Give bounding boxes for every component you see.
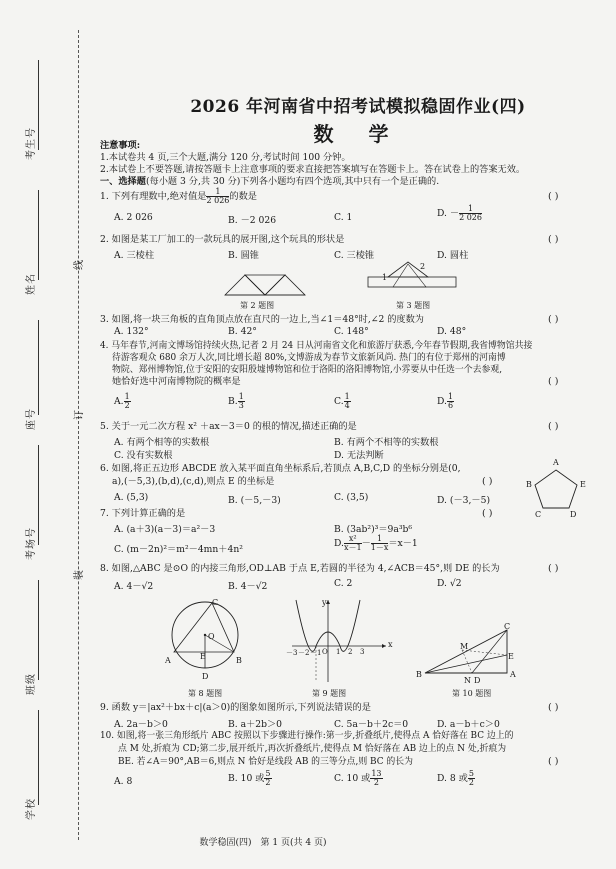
q1-d-num: 1 — [459, 205, 482, 214]
q4-c-frac — [344, 393, 351, 410]
q7-d-prefix: D. — [334, 538, 344, 549]
label-class: 班级 — [26, 673, 37, 695]
q4-b-den: 3 — [238, 401, 244, 410]
q10-d-num: 5 — [468, 769, 474, 778]
q4-a-frac — [124, 393, 131, 410]
q9-option-b: B. a＋2b＞0 — [228, 719, 283, 730]
q1-frac-num: 1 — [206, 188, 229, 197]
q5-option-b: B. 有两个不相等的实数根 — [334, 437, 439, 448]
q4-a-num: 1 — [124, 392, 130, 401]
figure-10-caption: 第 10 题图 — [452, 689, 492, 698]
q9-option-d: D. a－b＋c＞0 — [437, 719, 500, 730]
q1-d-den: 2 026 — [459, 213, 482, 222]
name-line — [38, 190, 39, 280]
fig8-label-a: A — [165, 656, 171, 665]
q4-option-c — [334, 393, 351, 411]
figure-3-angle-1: 1 — [382, 273, 388, 282]
q9-option-c: C. 5a－b＋2c＝0 — [334, 719, 409, 730]
q3-option-a: A. 132° — [114, 326, 149, 337]
q4-option-a — [114, 393, 131, 411]
q1-answer-paren: ( ) — [548, 191, 559, 202]
q10-d-prefix: D. 8 或 — [437, 773, 468, 784]
q7-stem: 7. 下列计算正确的是 — [100, 508, 186, 519]
q7-d-post: ＝x－1 — [388, 538, 418, 549]
q6-line-1: 6. 如图,将正五边形 ABCDE 放入某平面直角坐标系后,若顶点 A,B,C,D 的坐标分别是(0, — [100, 463, 461, 474]
q7-d-frac-2 — [371, 535, 389, 552]
fig9-tick-neg1: －1 — [310, 649, 322, 657]
label-name: 姓名 — [26, 273, 37, 295]
section1-header — [100, 176, 439, 188]
q6-option-c: C. (3,5) — [334, 492, 369, 503]
school-line — [38, 710, 39, 805]
page-footer: 数学稳固(四) 第 1 页(共 4 页) — [199, 838, 327, 848]
pentagon-label-d: D — [570, 510, 577, 519]
q7-d-n1: x² — [344, 535, 362, 544]
fig9-tick-2: 2 — [348, 648, 353, 656]
exam-title: 2026 年河南省中招考试模拟稳固作业(四) — [190, 97, 526, 117]
pentagon-label-b: B — [526, 480, 532, 489]
q1-option-a: A. 2 026 — [114, 212, 153, 223]
q10-d-den: 2 — [468, 778, 474, 787]
q6-answer-paren: ( ) — [482, 476, 493, 487]
figure-9-graph — [290, 598, 390, 684]
q10-c-prefix: C. 10 或 — [334, 773, 371, 784]
pentagon-label-a: A — [553, 458, 559, 467]
fig9-label-x: x — [388, 640, 393, 649]
candidate-number-line — [38, 60, 39, 150]
q10-c-num: 13 — [371, 769, 382, 778]
q4-b-frac — [238, 393, 245, 410]
fig9-tick-1: 1 — [336, 648, 341, 656]
q4-b-prefix: B. — [228, 396, 238, 407]
q10-answer-paren: ( ) — [548, 756, 559, 767]
q7-option-d — [334, 535, 418, 553]
fig10-label-b: B — [416, 670, 422, 679]
fig9-tick-neg3: －3 — [286, 649, 298, 657]
q4-line-3: 物院、郑州博物馆,位于安阳的安阳殷墟博物馆和位于洛阳的洛阳博物馆,小雰要从中任选一个去参观, — [112, 365, 503, 375]
fig9-tick-neg2: －2 — [298, 649, 310, 657]
notice-item-2: 2.本试卷上不要答题,请按答题卡上注意事项的要求直接把答案填写在答题卡上。答在试卷上的答案无效。 — [100, 164, 526, 175]
figure-3-angle-2: 2 — [420, 262, 426, 271]
q3-option-d: D. 48° — [437, 326, 467, 337]
q10-line-1: 10. 如图,将一张三角形纸片 ABC 按照以下步骤进行操作:第一步,折叠纸片,使得点 A 恰好落在 BC 边上的 — [100, 731, 514, 741]
q7-option-a: A. (a＋3)(a－3)＝a²－3 — [114, 524, 216, 535]
q4-d-num: 1 — [447, 392, 454, 401]
fig10-label-n: N — [464, 676, 471, 685]
figure-8-circle — [170, 600, 242, 680]
q10-line-3: BE. 若∠A＝90°,AB＝6,则点 N 恰好是线段 AB 的三等分点,则 BC 的长为 — [118, 757, 413, 767]
q10-c-den: 2 — [373, 778, 379, 787]
q5-option-a: A. 有两个相等的实数根 — [114, 437, 210, 448]
q3-option-c: C. 148° — [334, 326, 369, 337]
fig10-label-c: C — [504, 622, 511, 631]
q4-c-prefix: C. — [334, 396, 344, 407]
q1-option-c: C. 1 — [334, 212, 353, 223]
q4-a-den: 2 — [124, 401, 130, 410]
q7-d-minus: － — [361, 538, 371, 549]
label-exam-room: 考场号 — [26, 527, 37, 560]
q2-option-d: D. 圆柱 — [437, 250, 469, 261]
q2-option-c: C. 三棱锥 — [334, 250, 375, 261]
label-school: 学校 — [26, 798, 37, 820]
q4-a-prefix: A. — [114, 396, 124, 407]
pentagon-label-e: E — [580, 480, 586, 489]
q2-stem: 2. 如图是某工厂加工的一款玩具的展开图,这个玩具的形状是 — [100, 234, 345, 245]
fig9-origin: O — [322, 648, 328, 656]
q1-stem — [100, 188, 257, 206]
q7-d-n2: 1 — [371, 535, 389, 544]
q1-stem-b: 的数是 — [229, 191, 257, 202]
q4-line-2: 待游客观众 680 余万人次,同比增长超 80%,文博游成为春节文旅新风尚. 热门的有位于郑州的河南博 — [112, 353, 506, 363]
fig10-label-d: D — [474, 676, 481, 685]
q1-option-d-frac — [459, 205, 482, 222]
q4-b-num: 1 — [238, 392, 244, 401]
notice-heading: 注意事项: — [100, 140, 141, 151]
q1-frac-den: 2 026 — [206, 196, 230, 205]
q8-option-c: C. 2 — [334, 578, 353, 589]
q6-option-a: A. (5,3) — [114, 492, 149, 503]
class-line — [38, 580, 39, 680]
q3-option-b: B. 42° — [228, 326, 257, 337]
q7-d-frac-1 — [344, 535, 362, 552]
q10-line-2: 点 M 处,折痕为 CD;第二步,展开纸片,再次折叠纸片,使得点 M 恰好落在 AB 边上的点 N 处,折痕为 — [118, 744, 507, 754]
q4-option-d — [437, 393, 454, 411]
section1-title: 一、选择题 — [100, 176, 146, 187]
q7-option-b: B. (3ab²)³＝9a³b⁶ — [334, 524, 413, 535]
q4-d-frac — [447, 393, 454, 410]
notice-item-1: 1.本试卷共 4 页,三个大题,满分 120 分,考试时间 100 分钟。 — [100, 152, 351, 163]
q8-option-a: A. 4－√2 — [114, 581, 154, 592]
q10-b-frac — [264, 770, 271, 787]
q4-d-den: 6 — [447, 401, 454, 410]
q6-option-b: B. (－5,－3) — [228, 495, 281, 506]
seat-line — [38, 320, 39, 415]
q10-b-den: 2 — [265, 778, 271, 787]
q7-option-c: C. (m－2n)²＝m²－4mn＋4n² — [114, 544, 243, 555]
fig8-label-b: B — [236, 656, 242, 665]
section1-instruction: (每小题 3 分,共 30 分)下列各小题均有四个选项,其中只有一个是正确的. — [145, 176, 440, 187]
q10-b-prefix: B. 10 或 — [228, 773, 265, 784]
q6-line-2: a),(－5,3),(b,d),(c,d),则点 E 的坐标是 — [112, 476, 275, 487]
q6-option-d: D. (－3,－5) — [437, 495, 491, 506]
fig9-tick-3: 3 — [360, 648, 365, 656]
q10-c-frac — [370, 770, 382, 787]
q10-option-a: A. 8 — [114, 776, 133, 787]
q2-option-b: B. 圆锥 — [228, 250, 259, 261]
q7-d-d1: x－1 — [343, 543, 362, 552]
exam-room-line — [38, 445, 39, 545]
q2-answer-paren: ( ) — [548, 234, 559, 245]
pentagon-label-c: C — [535, 510, 542, 519]
q9-option-a: A. 2a－b＞0 — [114, 719, 168, 730]
binding-margin — [0, 0, 85, 869]
figure-2-caption: 第 2 题图 — [240, 301, 275, 310]
exam-subject: 数 学 — [313, 122, 403, 146]
fig10-label-a: A — [510, 670, 516, 679]
figure-9-caption: 第 9 题图 — [312, 689, 347, 698]
q10-option-d — [437, 770, 475, 788]
q1-stem-a: 1. 下列有理数中,绝对值是 — [100, 191, 207, 202]
fig8-label-o: O — [208, 632, 215, 641]
cut-word-pack: 装 — [74, 570, 85, 580]
q5-stem: 5. 关于一元二次方程 x² ＋ax－3＝0 的根的情况,描述正确的是 — [100, 421, 357, 432]
fig8-label-d: D — [202, 672, 209, 681]
q9-answer-paren: ( ) — [548, 702, 559, 713]
q4-answer-paren: ( ) — [548, 376, 559, 387]
fig9-label-y: y — [322, 598, 327, 607]
q4-option-b — [228, 393, 245, 411]
q9-stem: 9. 函数 y＝|ax²＋bx＋c|(a＞0)的图象如图所示,下列说法错误的是 — [100, 702, 371, 713]
q7-d-d2: 1－x — [370, 543, 389, 552]
fig10-label-e: E — [508, 652, 514, 661]
q1-option-b: B. －2 026 — [228, 215, 277, 226]
q3-stem: 3. 如图,将一块三角板的直角顶点放在直尺的一边上,当∠1＝48°时,∠2 的度数为 — [100, 314, 424, 325]
figure-3-caption: 第 3 题图 — [396, 301, 431, 310]
q4-c-den: 4 — [344, 401, 350, 410]
q8-option-d: D. √2 — [437, 578, 462, 589]
cut-dashed-line — [78, 30, 79, 840]
q5-option-c: C. 没有实数根 — [114, 450, 173, 461]
q4-line-4: 她恰好选中河南博物院的概率是 — [112, 376, 241, 387]
q2-option-a: A. 三棱柱 — [114, 250, 155, 261]
q5-option-d: D. 无法判断 — [334, 450, 384, 461]
q1-option-d-prefix: D. － — [437, 208, 460, 219]
q8-option-b: B. 4－√2 — [228, 581, 268, 592]
q4-line-1: 4. 马年春节,河南文博场馆持续火热,记者 2 月 24 日从河南省文化和旅游厅获悉,今年春节假期,我省博物馆共接 — [100, 341, 533, 351]
fig10-label-m: M — [460, 642, 469, 651]
figure-10-triangle — [422, 628, 512, 678]
figure-8-caption: 第 8 题图 — [188, 689, 223, 698]
fig8-label-c: C — [212, 598, 219, 607]
q1-fraction — [206, 188, 229, 205]
q10-option-c — [334, 770, 383, 788]
q10-d-frac — [468, 770, 475, 787]
q10-option-b — [228, 770, 272, 788]
fig8-label-e: E — [200, 652, 206, 661]
q4-d-prefix: D. — [437, 396, 447, 407]
q3-answer-paren: ( ) — [548, 314, 559, 325]
q4-c-num: 1 — [344, 392, 350, 401]
q7-answer-paren: ( ) — [482, 508, 493, 519]
q10-b-num: 5 — [265, 769, 271, 778]
q8-answer-paren: ( ) — [548, 563, 559, 574]
cut-word-bind: 订 — [74, 410, 85, 420]
q8-stem: 8. 如图,△ABC 是⊙O 的内接三角形,OD⊥AB 于点 E,若圆的半径为 4,∠ACB＝45°,则 DE 的长为 — [100, 563, 500, 574]
cut-word-line: 线 — [74, 260, 85, 270]
pentagon-figure — [532, 468, 582, 513]
q5-answer-paren: ( ) — [548, 421, 559, 432]
label-seat: 座号 — [26, 408, 37, 430]
q1-option-d — [437, 205, 482, 223]
figure-2-net — [220, 270, 300, 300]
label-candidate-number: 考生号 — [26, 127, 37, 160]
